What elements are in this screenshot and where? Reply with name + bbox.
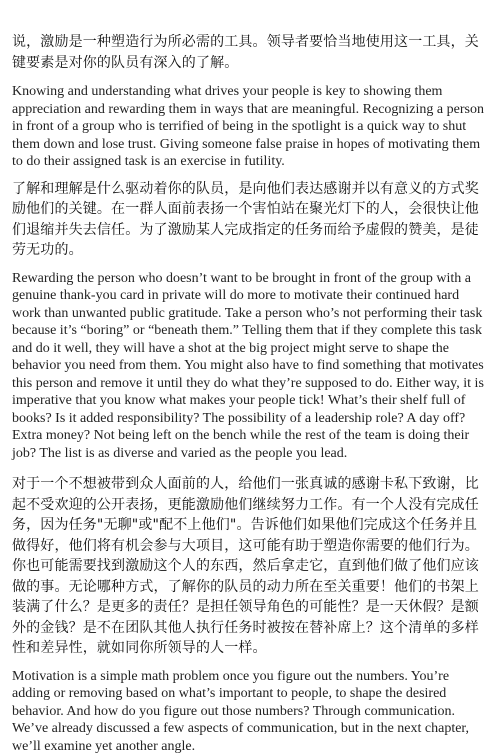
page-body [12, 32, 486, 755]
paragraph-zh-2: 了解和理解是什么驱动着你的队员，是向他们表达感谢并以有意义的方式奖励他们的关键。在一群人面前表扬一个害怕站在聚光灯下的人，会很快让他们退缩并失去信任。为了激励某人完成指定的任务而给予虚假的赞美，是徒劳无功的。 [12, 179, 486, 261]
paragraph-zh-1: 说，激励是一种塑造行为所必需的工具。领导者要恰当地使用这一工具，关键要素是对你的队员有深入的了解。 [12, 32, 486, 73]
paragraph-zh-3: 对于一个不想被带到众人面前的人，给他们一张真诚的感谢卡私下致谢，比起不受欢迎的公开表扬，更能激励他们继续努力工作。有一个人没有完成任务，因为任务"无聊"或"配不上他们"。告诉他们如果他们完成这个任务并且做得好，他们将有机会参与大项目，这可能有助于塑造你需要的他们行为。你也可能需要找到激励这个人的东西，然后拿走它，直到他们做了他们应该做的事。无论哪种方式，了解你的队员的动力所在至关重要！他们的书架上装满了什么？是更多的责任？是担任领导角色的可能性？是一天休假？是额外的金钱？是不在团队其他人执行任务时被按在替补席上？这个清单的多样性和差异性，就如同你所领导的人一样。 [12, 474, 486, 659]
paragraph-en-1: Knowing and understanding what drives your people is key to showing them appreciation and rewarding them in ways that are meaningful. Recognizing a person in front of a group who is terrified of being in the spotlight is a quick way to shut them down and lose trust. Giving someone false praise in hopes of motivating them to do their assigned task is an exercise in futility. [12, 83, 486, 171]
paragraph-en-3: Motivation is a simple math problem once you figure out the numbers. You’re adding or removing based on what’s important to people, to shape the desired behavior. And how do you figure out those numbers? Through communication. We’ve already discussed a few aspects of communication, but in the next chapter, we’ll examine yet another angle. [12, 668, 486, 755]
paragraph-en-2: Rewarding the person who doesn’t want to be brought in front of the group with a genuine thank-you card in private will do more to motivate their continued hard work than unwanted public gratitude. Take a person who’s not performing their task because it’s “boring” or “beneath them.” Telling them that if they complete this task and do it well, they will have a shot at the big project might serve to shape the behavior you need from them. You might also have to find something that motivates this person and remove it until they do what they’re supposed to do. Either way, it is imperative that you know what makes your people tick! What’s their shelf full of books? Is it added responsibility? The possibility of a leadership role? A day off? Extra money? Not being left on the bench while the rest of the team is doing their job? The list is as diverse and varied as the people you lead. [12, 270, 486, 463]
